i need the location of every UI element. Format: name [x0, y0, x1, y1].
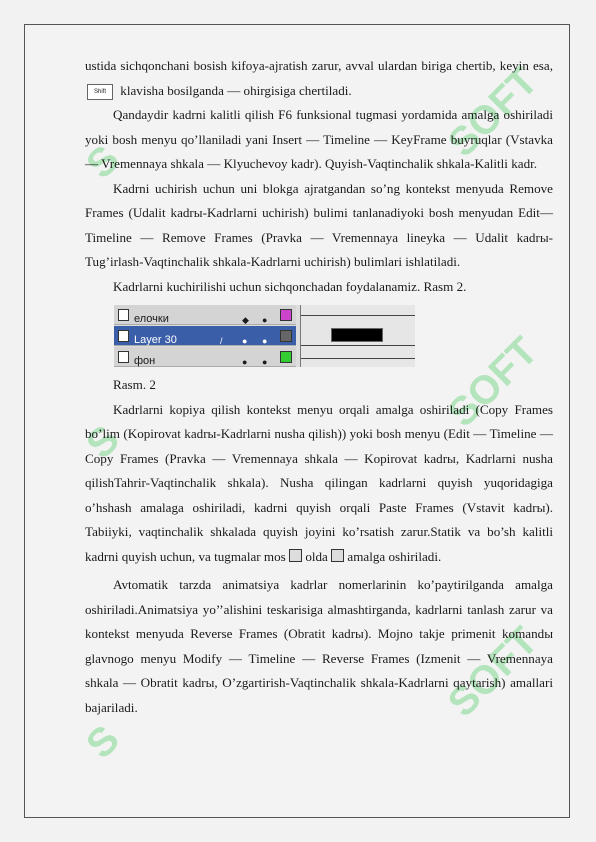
paragraph-text: klavisha bosilganda — ohirgisiga chertiladi. — [120, 82, 352, 98]
paragraph: Kadrlarni kuchirilishi uchun sichqonchadan foydalanamiz. Rasm 2. — [113, 278, 467, 294]
eye-dot-icon: ◆ — [242, 315, 249, 325]
layer-row — [114, 305, 296, 325]
lock-dot-icon: ● — [262, 315, 268, 325]
eye-dot-icon: ● — [242, 336, 248, 346]
blank-keyframe-button-icon — [331, 549, 344, 562]
layer-page-icon — [118, 351, 129, 363]
layer-row-selected — [114, 326, 296, 346]
lock-dot-icon: ● — [262, 336, 268, 346]
watermark-glyph: S — [77, 137, 128, 188]
timeline-frames — [300, 305, 415, 367]
paragraph-text: ustida sichqonchani bosish kifoya-ajratish zarur, avval ulardan biriga chertib, keyin esa, — [85, 58, 553, 73]
layer-name: фон — [134, 355, 156, 367]
watermark-logo: SOFT — [439, 328, 547, 436]
layer-color-swatch — [280, 330, 292, 342]
shift-key-icon: Shift — [87, 84, 113, 100]
paragraph: Qandaydir kadrni kalitli qilish F6 funksional tugmasi yordamida amalga oshiriladi yoki bosh menyu qo’llaniladi yani Insert — Timeline — KeyFrame buyruqlar (Vstavka — Vremennaya shkala — Klyuchevoy kadr). Quyish-Vaqtinchalik shkala-Kalitli kadr. — [85, 107, 553, 171]
paragraph-text: olda — [305, 548, 328, 564]
watermark-glyph: S — [77, 717, 128, 768]
layer-color-swatch — [280, 309, 292, 321]
paragraph — [85, 54, 553, 103]
layer-page-icon — [118, 330, 129, 342]
layer-color-swatch — [280, 351, 292, 363]
paragraph: Kadrni uchirish uchun uni blokga ajratgandan so’ng kontekst menyuda Remove Frames (Udalit kadrы-Kadrlarni uchirish) bulimi tanlanadiyoki bosh menyudan Edit— Timeline — Remove Frames (Pravka — Vremennaya lineyka — Udalit kadrы-Tug’irlash-Vaqtinchalik shkala-Kadrlarni uchirish) bulimlari ishlatiladi. — [85, 180, 553, 269]
watermark-glyph: S — [77, 417, 128, 468]
paragraph-text: Kadrlarni kopiya qilish kontekst menyu orqali amalga oshiriladi (Copy Frames bo’lim (Kopirovat kadrы-Kadrlarni nusha qilish)) yoki bosh menyu (Edit — Timeline — Copy Frames (Pravka — Vremennaya shkala — Kopirovat kadrы, Kadrlarni nusha qilishTahrir-Vaqtinchalik shkala). Nusha qilingan kadrlarni quyish yuqoridagiga o’hshash amalaga oshiriladi, kadrni quyish orqali Paste Frames (Vstavit kadrы). Tabiiyki, vaqtinchalik shkalada quyish joyini ko’rsatish zarur.Statik va bo’sh kalitli kadrni quyish uchun, va tugmalar mos — [85, 401, 553, 564]
watermark-logo: SOFT — [439, 58, 547, 166]
lock-dot-icon: ● — [262, 357, 268, 367]
selected-frames-block — [331, 328, 383, 342]
keyframe-button-icon — [289, 549, 302, 562]
tween-line — [301, 358, 415, 359]
tween-line — [301, 345, 415, 346]
layer-page-icon — [118, 309, 129, 321]
document-body — [85, 54, 553, 720]
layer-name: елочки — [134, 313, 169, 325]
figure-caption: Rasm. 2 — [113, 377, 156, 392]
layer-name: Layer 30 — [134, 334, 177, 346]
paragraph — [85, 398, 553, 570]
eye-dot-icon: ● — [242, 357, 248, 367]
layer-row — [114, 347, 296, 367]
timeline-figure — [114, 305, 414, 367]
paragraph: Avtomatik tarzda animatsiya kadrlar nomerlarinin ko’paytirilganda amalga oshiriladi.Animatsiya yo’’alishini teskarisiga almashtirganda, kadrlarni tanlash zarur va kontekst menyuda Reverse Frames (Obratit kadrы). Mojno takje primenit komandы glavnogo menyu Modify — Timeline — Reverse Frames (Izmenit — Vremennaya shkala — Obratit kadrы, O’zgartirish-Vaqtinchalik shkala-Kadrlarni qaytarish) amallari bajariladi. — [85, 577, 553, 715]
paragraph-text: amalga oshiriladi. — [347, 548, 442, 564]
watermark-logo: SOFT — [439, 618, 547, 726]
pencil-icon: / — [220, 336, 223, 346]
tween-arrow — [301, 315, 415, 316]
